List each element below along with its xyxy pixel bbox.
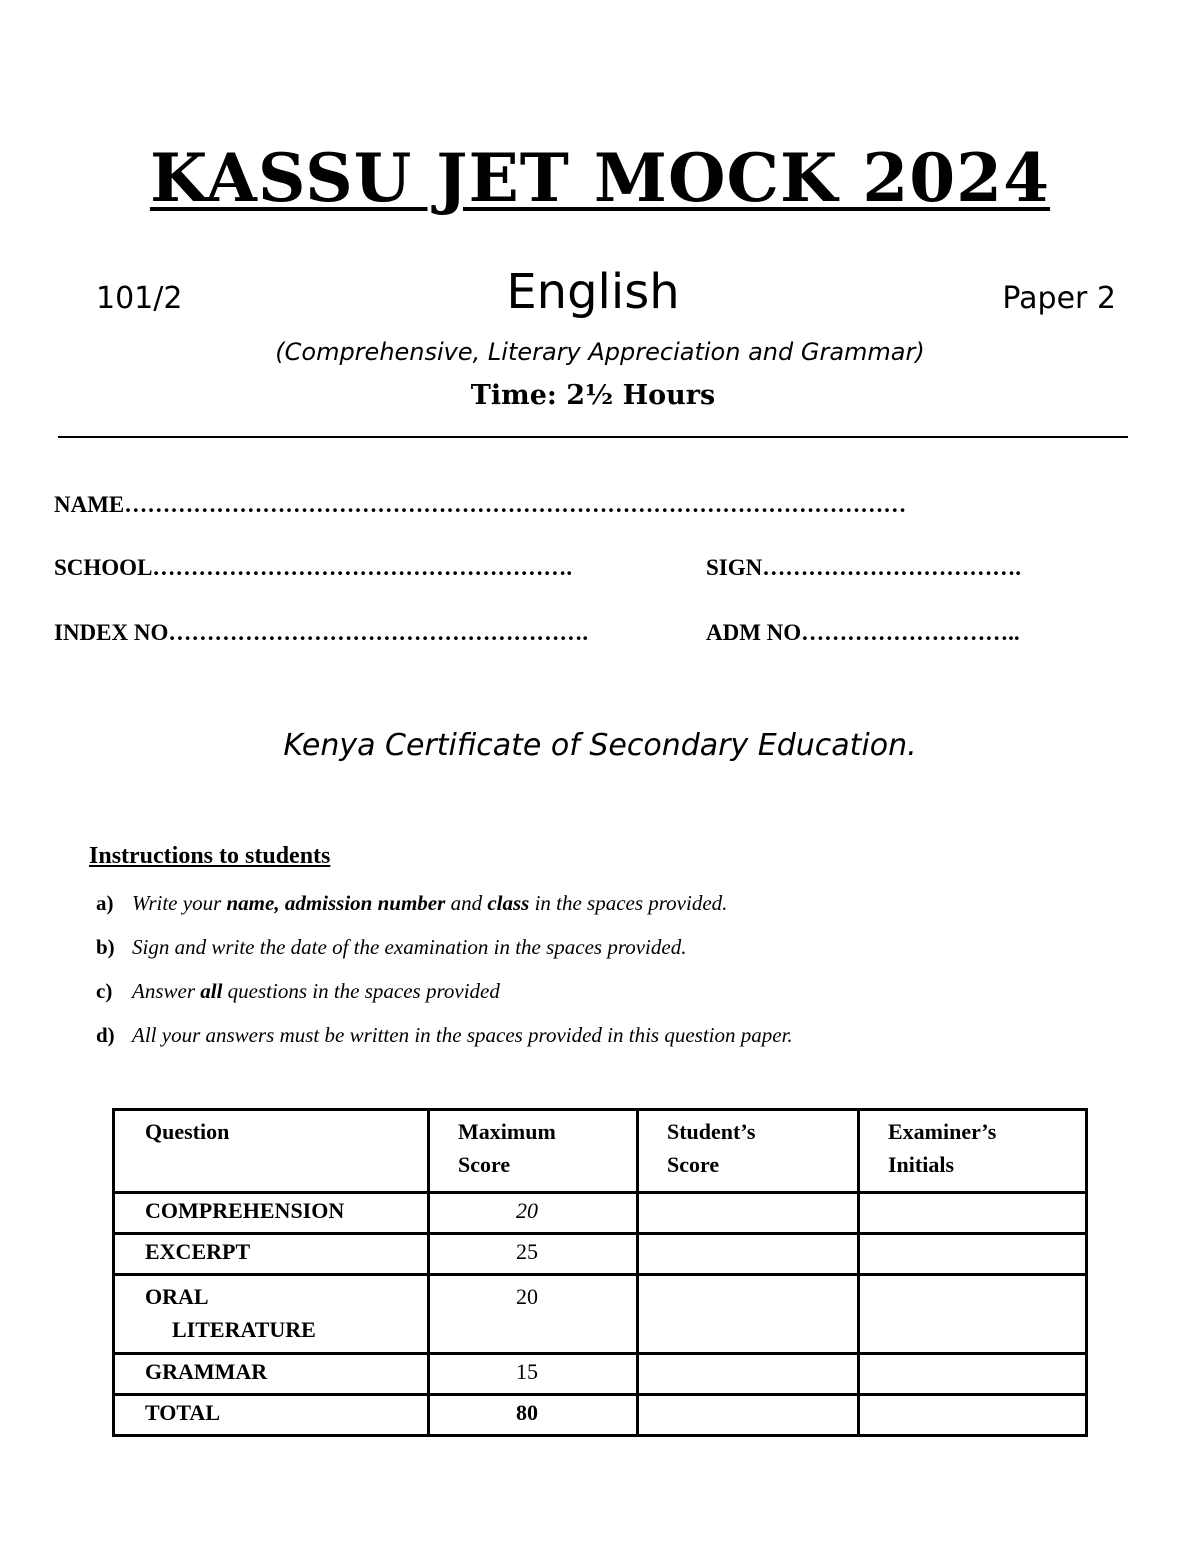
instruction-text: questions in the spaces provided — [222, 979, 500, 1003]
table-header-row — [114, 1110, 1087, 1193]
table-row-total — [114, 1395, 1087, 1436]
student-score-cell[interactable] — [638, 1395, 859, 1436]
instruction-item — [96, 935, 686, 960]
exam-title: KASSU JET MOCK 2024 — [149, 139, 1051, 217]
row-question: COMPREHENSION — [114, 1193, 429, 1234]
subject-title: English — [506, 264, 680, 320]
instruction-text: Answer — [132, 979, 201, 1003]
instruction-label: b) — [96, 935, 115, 959]
instruction-emphasis: class — [487, 891, 530, 915]
paper-number: Paper 2 — [1002, 281, 1116, 316]
header-max-score: Maximum Score — [429, 1110, 638, 1193]
instruction-text: Write your — [132, 891, 227, 915]
instruction-text: and — [445, 891, 488, 915]
index-no-field[interactable]: INDEX NO………………………………………………. — [54, 620, 589, 645]
instruction-text: All your answers must be written in the spaces provided in this question paper. — [132, 1023, 793, 1047]
examiner-initials-cell[interactable] — [859, 1275, 1087, 1354]
row-max-score: 20 — [429, 1275, 638, 1354]
instruction-item — [96, 979, 500, 1004]
examiner-initials-cell[interactable] — [859, 1234, 1087, 1275]
adm-no-field[interactable]: ADM NO……………………….. — [706, 620, 1020, 645]
instruction-label: a) — [96, 891, 114, 915]
header-examiner-initials: Examiner’s Initials — [859, 1110, 1087, 1193]
header-divider — [58, 436, 1128, 438]
header-question: Question — [114, 1110, 429, 1193]
examiner-initials-cell[interactable] — [859, 1193, 1087, 1234]
row-max-score: 15 — [429, 1354, 638, 1395]
row-question: ORAL LITERATURE — [114, 1275, 429, 1354]
row-question: TOTAL — [114, 1395, 429, 1436]
student-score-cell[interactable] — [638, 1193, 859, 1234]
header-student-score: Student’s Score — [638, 1110, 859, 1193]
table-row — [114, 1354, 1087, 1395]
instruction-text: in the spaces provided. — [529, 891, 728, 915]
table-row — [114, 1234, 1087, 1275]
student-score-cell[interactable] — [638, 1275, 859, 1354]
row-max-score: 20 — [429, 1193, 638, 1234]
examiner-initials-cell[interactable] — [859, 1354, 1087, 1395]
sign-field[interactable]: SIGN……………………………. — [706, 555, 1021, 580]
certificate-title: Kenya Certificate of Secondary Education. — [283, 728, 917, 763]
score-table — [112, 1108, 1088, 1437]
row-question: EXCERPT — [114, 1234, 429, 1275]
row-max-score: 80 — [429, 1395, 638, 1436]
table-row — [114, 1275, 1087, 1354]
instruction-item — [96, 891, 727, 916]
row-max-score: 25 — [429, 1234, 638, 1275]
row-question: GRAMMAR — [114, 1354, 429, 1395]
examiner-initials-cell[interactable] — [859, 1395, 1087, 1436]
instruction-item — [96, 1023, 793, 1048]
instruction-label: c) — [96, 979, 113, 1003]
school-field[interactable]: SCHOOL………………………………………………. — [54, 555, 573, 580]
student-score-cell[interactable] — [638, 1354, 859, 1395]
paper-subtitle: (Comprehensive, Literary Appreciation and Grammar) — [275, 338, 925, 366]
instruction-text: Sign and write the date of the examination in the spaces provided. — [132, 935, 687, 959]
student-score-cell[interactable] — [638, 1234, 859, 1275]
instruction-emphasis: all — [200, 979, 223, 1003]
instruction-label: d) — [96, 1023, 115, 1047]
paper-code: 101/2 — [96, 281, 183, 316]
instruction-emphasis: name, admission number — [226, 891, 446, 915]
name-field[interactable]: NAME………………………………………………………………………………………… — [54, 492, 907, 517]
time-allowed: Time: 2½ Hours — [470, 380, 716, 411]
table-row — [114, 1193, 1087, 1234]
instructions-heading: Instructions to students — [89, 843, 331, 869]
